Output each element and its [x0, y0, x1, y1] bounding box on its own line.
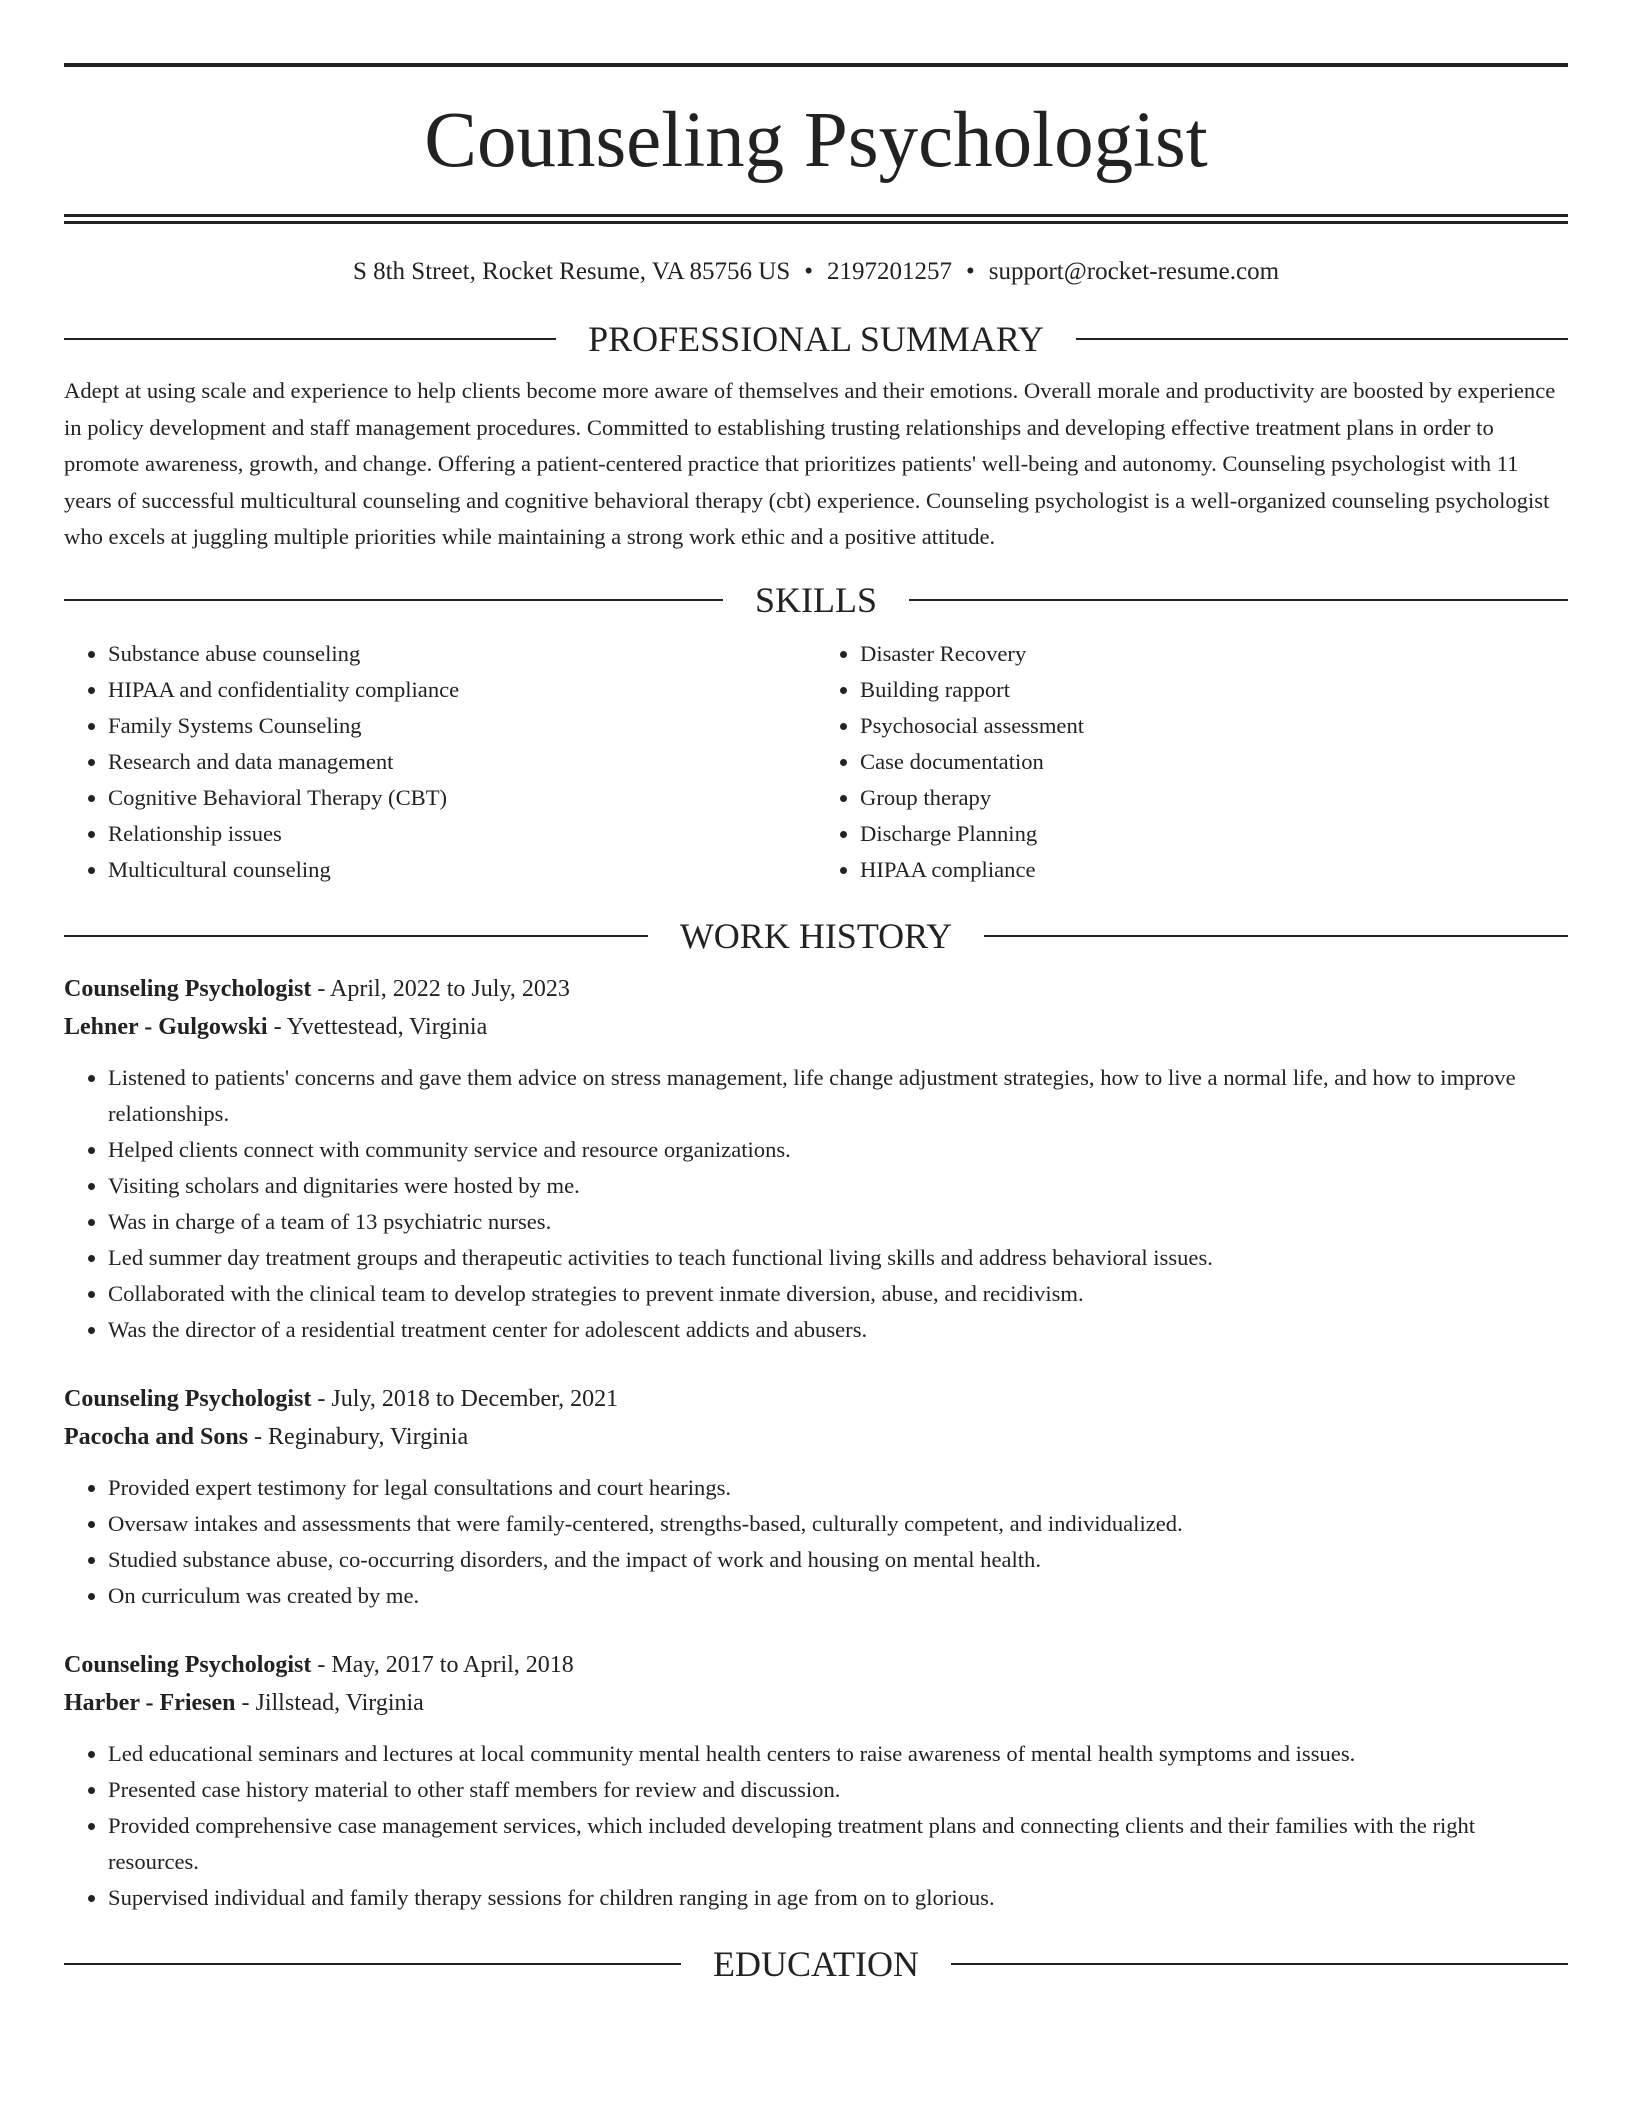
- job-location: - Jillstead, Virginia: [235, 1689, 424, 1716]
- job-title-line: [64, 1380, 1568, 1418]
- job-bullets: [64, 1470, 1568, 1614]
- job-bullet: • Visiting scholars and dignitaries were hosted by me.: [108, 1168, 1568, 1204]
- job-dates: - April, 2022 to July, 2023: [311, 975, 570, 1002]
- skill-item: • Multicultural counseling: [108, 852, 816, 888]
- job-bullet: • Led educational seminars and lectures at local community mental health centers to raise awareness of mental health symptoms and issues.: [108, 1736, 1568, 1772]
- contact-line: [64, 257, 1568, 287]
- summary-text: Adept at using scale and experience to help clients become more aware of themselves and their emotions. Overall morale and productivity are boosted by experience in policy development and staff management procedures. Committed to establishing trusting relationships and developing effective treatment plans in order to promote awareness, growth, and change. Offering a patient-centered practice that prioritizes patients' well-being and autonomy. Counseling psychologist with 11 years of successful multicultural counseling and cognitive behavioral therapy (cbt) experience. Counseling psychologist is a well-organized counseling psychologist who excels at juggling multiple priorities while maintaining a strong work ethic and a positive attitude.: [64, 378, 1556, 549]
- job-entry: [64, 1646, 1568, 1916]
- job-company: Harber - Friesen: [64, 1689, 236, 1716]
- job-bullet: • Collaborated with the clinical team to develop strategies to prevent inmate diversion, abuse, and recidivism.: [108, 1276, 1568, 1312]
- contact-address: S 8th Street, Rocket Resume, VA 85756 US: [352, 258, 791, 285]
- job-bullet: • Was in charge of a team of 13 psychiatric nurses.: [108, 1204, 1568, 1240]
- job-title-line: [64, 970, 1568, 1008]
- heading-rule: [64, 935, 648, 937]
- job-title: Counseling Psychologist: [64, 1385, 312, 1412]
- job-bullet: • Provided comprehensive case management services, which included developing treatment plans and connecting clients and their families with the right resources.: [108, 1808, 1568, 1880]
- heading-rule: [64, 599, 723, 601]
- skill-item: • HIPAA and confidentiality compliance: [108, 672, 816, 708]
- heading-rule: [64, 1963, 681, 1965]
- heading-rule: [909, 599, 1568, 601]
- job-company-line: [64, 1418, 1568, 1456]
- education-heading-text: EDUCATION: [713, 1943, 919, 1984]
- job-bullets: [64, 1736, 1568, 1916]
- skill-item: • Case documentation: [860, 744, 1568, 780]
- heading-rule: [1076, 338, 1568, 340]
- job-company-line: [64, 1008, 1568, 1046]
- job-bullet: • Provided expert testimony for legal consultations and court hearings.: [108, 1470, 1568, 1506]
- contact-separator: •: [804, 258, 813, 285]
- skills-column-left: [64, 636, 816, 888]
- education-heading: [64, 1942, 1568, 1986]
- skill-item: • Family Systems Counseling: [108, 708, 816, 744]
- skills-column-right: [816, 636, 1568, 888]
- skill-item: • Relationship issues: [108, 816, 816, 852]
- contact-email[interactable]: support@rocket-resume.com: [988, 258, 1280, 285]
- resume-page: [64, 0, 1568, 1986]
- skill-item: • Group therapy: [860, 780, 1568, 816]
- job-bullet: • Led summer day treatment groups and therapeutic activities to teach functional living skills and address behavioral issues.: [108, 1240, 1568, 1276]
- job-bullets: [64, 1060, 1568, 1348]
- job-bullet: • On curriculum was created by me.: [108, 1578, 1568, 1614]
- summary-heading-text: PROFESSIONAL SUMMARY: [588, 319, 1044, 359]
- skills-heading: [64, 578, 1568, 622]
- job-company-line: [64, 1684, 1568, 1722]
- skills-list: [64, 636, 1568, 888]
- job-bullet: • Listened to patients' concerns and gave them advice on stress management, life change adjustment strategies, how to live a normal life, and how to improve relationships.: [108, 1060, 1568, 1132]
- job-bullet: • Was the director of a residential treatment center for adolescent addicts and abusers.: [108, 1312, 1568, 1348]
- skill-item: • Research and data management: [108, 744, 816, 780]
- skill-item: • Substance abuse counseling: [108, 636, 816, 672]
- summary-heading: [64, 317, 1568, 361]
- job-bullet: • Helped clients connect with community service and resource organizations.: [108, 1132, 1568, 1168]
- job-title: Counseling Psychologist: [64, 975, 312, 1002]
- job-entry: [64, 1380, 1568, 1614]
- skill-item: • Discharge Planning: [860, 816, 1568, 852]
- job-location: - Yvettestead, Virginia: [267, 1013, 488, 1040]
- job-bullet: • Oversaw intakes and assessments that were family-centered, strengths-based, culturally competent, and individualized.: [108, 1506, 1568, 1542]
- job-title-line: [64, 1646, 1568, 1684]
- job-company: Lehner - Gulgowski: [64, 1013, 268, 1040]
- job-company: Pacocha and Sons: [64, 1423, 249, 1450]
- skill-item: • Building rapport: [860, 672, 1568, 708]
- skill-item: • Cognitive Behavioral Therapy (CBT): [108, 780, 816, 816]
- resume-name: Counseling Psychologist: [424, 97, 1208, 184]
- contact-phone: 2197201257: [826, 258, 952, 285]
- job-bullet: • Studied substance abuse, co-occurring disorders, and the impact of work and housing on mental health.: [108, 1542, 1568, 1578]
- contact-separator: •: [965, 258, 975, 285]
- heading-rule: [984, 935, 1568, 937]
- double-rule: [64, 214, 1568, 224]
- top-rule: [64, 63, 1568, 67]
- heading-rule: [951, 1963, 1568, 1965]
- job-title: Counseling Psychologist: [64, 1651, 312, 1678]
- skill-item: • Psychosocial assessment: [860, 708, 1568, 744]
- heading-rule: [64, 338, 556, 340]
- skills-heading-text: SKILLS: [755, 579, 878, 620]
- work-heading: [64, 914, 1568, 958]
- job-bullet: • Presented case history material to other staff members for review and discussion.: [108, 1772, 1568, 1808]
- job-entry: [64, 970, 1568, 1348]
- skill-item: • HIPAA compliance: [860, 852, 1568, 888]
- work-heading-text: WORK HISTORY: [679, 915, 953, 956]
- job-bullet: • Supervised individual and family therapy sessions for children ranging in age from on to glorious.: [108, 1880, 1568, 1916]
- job-location: - Reginabury, Virginia: [248, 1423, 469, 1450]
- skill-item: • Disaster Recovery: [860, 636, 1568, 672]
- job-dates: - May, 2017 to April, 2018: [311, 1651, 574, 1678]
- job-dates: - July, 2018 to December, 2021: [311, 1385, 619, 1412]
